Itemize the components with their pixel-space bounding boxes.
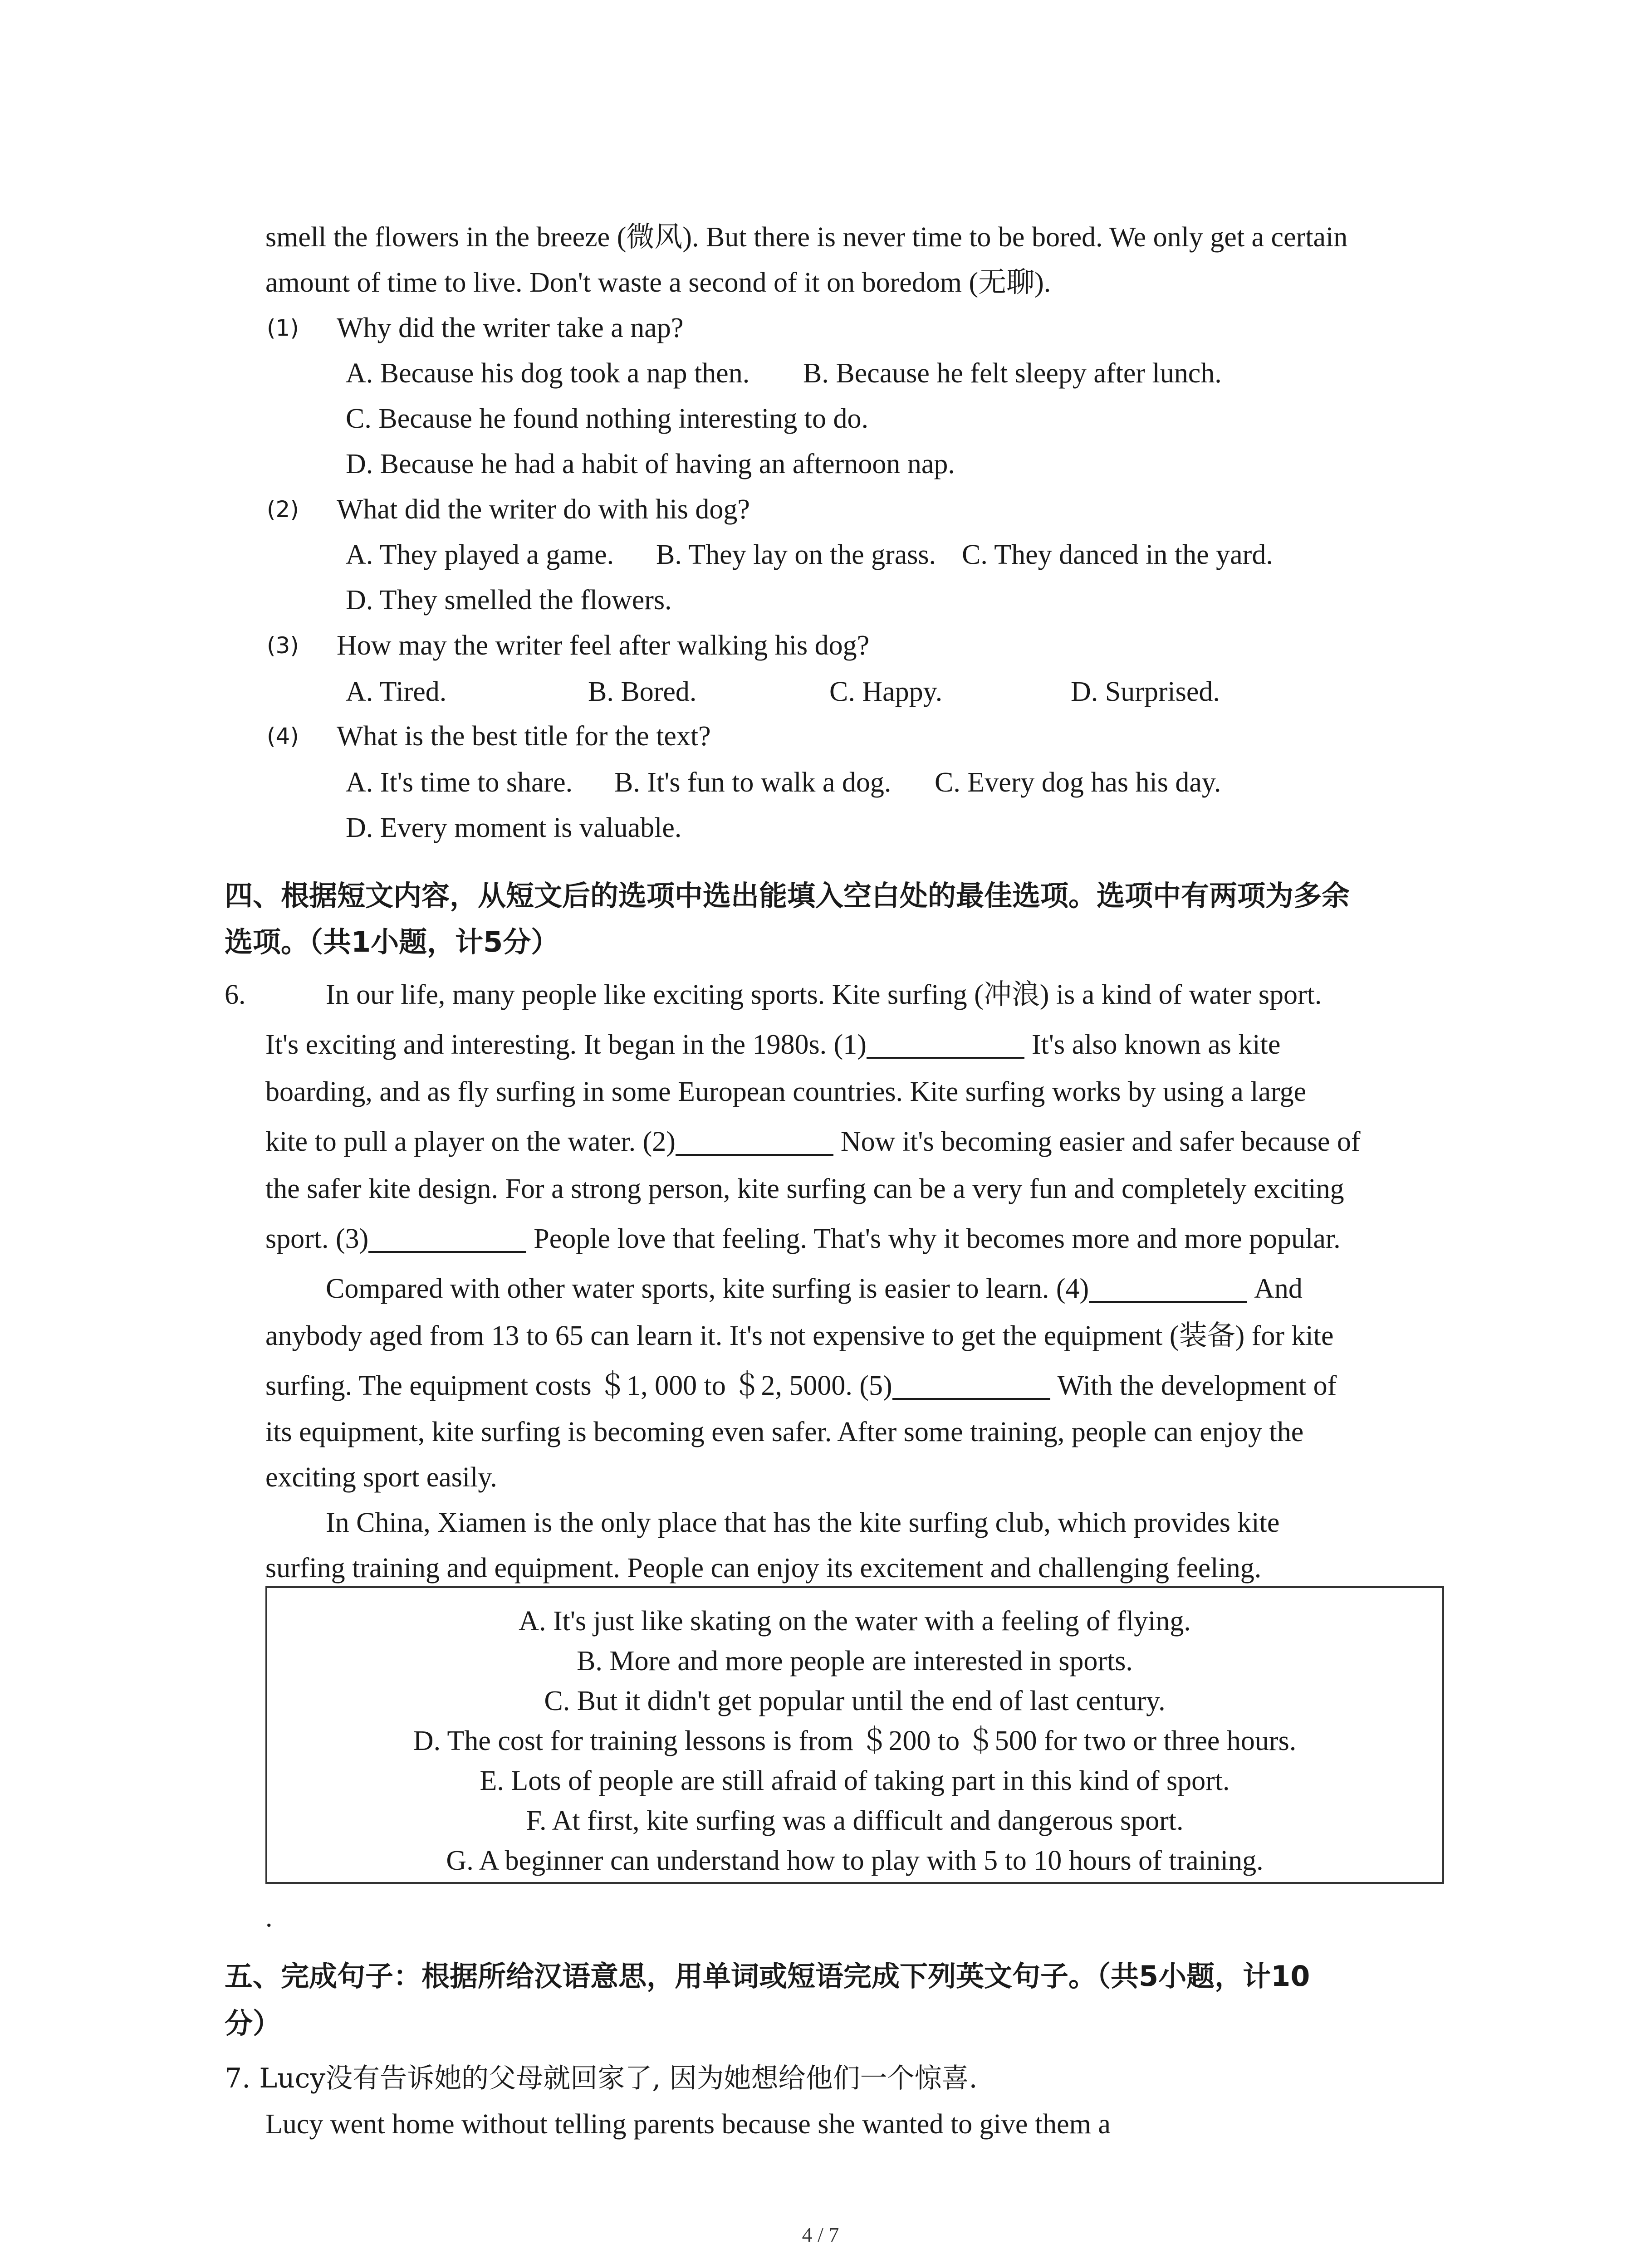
passage-text: And xyxy=(1254,1273,1303,1304)
question-number: (2) xyxy=(267,496,299,523)
answer-blank-5[interactable] xyxy=(892,1374,1050,1400)
answer-option: A. They played a game. xyxy=(346,539,614,570)
question-7-english: Lucy went home without telling parents because she wanted to give them a xyxy=(265,2109,1111,2140)
answer-option: B. Because he felt sleepy after lunch. xyxy=(803,358,1222,389)
option-d: D. The cost for training lessons is from ＄200 to ＄500 for two or three hours. xyxy=(413,1725,1297,1756)
passage-line: exciting sport easily. xyxy=(265,1462,497,1493)
answer-option: C. Happy. xyxy=(829,676,943,707)
question-text: Why did the writer take a nap? xyxy=(337,313,684,343)
question-text: What is the best title for the text? xyxy=(337,721,711,752)
passage-line xyxy=(326,1275,1303,1303)
passage-text: It's exciting and interesting. It began in the 1980s. (1) xyxy=(265,1029,867,1060)
section-heading: 选项。（共1小题，计5分） xyxy=(225,925,559,958)
trailing-dot: . xyxy=(265,1902,273,1933)
passage-line xyxy=(265,1128,1361,1156)
passage-line: In China, Xiamen is the only place that has the kite surfing club, which provides kite xyxy=(326,1507,1280,1538)
option-f: F. At first, kite surfing was a difficult and dangerous sport. xyxy=(526,1805,1184,1836)
section-heading: 五、完成句子：根据所给汉语意思，用单词或短语完成下列英文句子。（共5小题，计10 xyxy=(225,1960,1310,1993)
passage-line: amount of time to live. Don't waste a second of it on boredom (无聊). xyxy=(265,267,1051,298)
answer-option: D. Because he had a habit of having an afternoon nap. xyxy=(346,449,955,479)
answer-blank-3[interactable] xyxy=(368,1227,526,1253)
passage-line xyxy=(265,1031,1280,1059)
question-text: How may the writer feel after walking his dog? xyxy=(337,630,870,661)
answer-option: B. They lay on the grass. xyxy=(656,539,936,570)
passage-text: Compared with other water sports, kite surfing is easier to learn. (4) xyxy=(326,1273,1089,1304)
passage-line xyxy=(265,1225,1341,1253)
passage-line: In our life, many people like exciting sports. Kite surfing (冲浪) is a kind of water sport. xyxy=(326,979,1322,1010)
option-c: C. But it didn't get popular until the end of last century. xyxy=(544,1686,1166,1716)
question-number: (3) xyxy=(267,632,299,659)
page-number: 4 / 7 xyxy=(802,2223,839,2246)
answer-option: D. Every moment is valuable. xyxy=(346,812,682,843)
answer-option: B. Bored. xyxy=(588,676,697,707)
passage-text: kite to pull a player on the water. (2) xyxy=(265,1126,676,1157)
section-heading: 四、根据短文内容，从短文后的选项中选出能填入空白处的最佳选项。选项中有两项为多余 xyxy=(225,879,1350,912)
answer-option: C. Every dog has his day. xyxy=(935,767,1221,798)
option-a: A. It's just like skating on the water with a feeling of flying. xyxy=(519,1606,1191,1637)
answer-option: D. Surprised. xyxy=(1071,676,1220,707)
answer-blank-4[interactable] xyxy=(1089,1277,1247,1303)
answer-option: C. Because he found nothing interesting to do. xyxy=(346,403,868,434)
passage-text: It's also known as kite xyxy=(1031,1029,1281,1060)
question-text: What did the writer do with his dog? xyxy=(337,494,750,525)
question-7-chinese: 7. Lucy没有告诉她的父母就回家了, 因为她想给他们一个惊喜. xyxy=(225,2063,978,2094)
answer-option: A. Tired. xyxy=(346,676,447,707)
option-e: E. Lots of people are still afraid of taking part in this kind of sport. xyxy=(480,1765,1230,1796)
answer-blank-1[interactable] xyxy=(867,1033,1024,1059)
passage-text: surfing. The equipment costs ＄1, 000 to ＄2, 5000. (5) xyxy=(265,1370,892,1401)
passage-line: the safer kite design. For a strong person, kite surfing can be a very fun and completely exciting xyxy=(265,1173,1344,1204)
option-b: B. More and more people are interested in sports. xyxy=(577,1646,1133,1677)
question-number: (4) xyxy=(267,723,299,749)
passage-line: boarding, and as fly surfing in some European countries. Kite surfing works by using a large xyxy=(265,1076,1307,1107)
answer-option: D. They smelled the flowers. xyxy=(346,585,672,616)
passage-line xyxy=(265,1372,1337,1400)
passage-line: smell the flowers in the breeze (微风). But there is never time to be bored. We only get a certain xyxy=(265,222,1348,253)
answer-blank-2[interactable] xyxy=(676,1130,833,1156)
options-box xyxy=(265,1586,1444,1884)
question-number: (1) xyxy=(267,315,299,341)
passage-line: anybody aged from 13 to 65 can learn it. It's not expensive to get the equipment (装备) for kite xyxy=(265,1320,1334,1351)
question-number: 6. xyxy=(225,979,246,1010)
passage-text: People love that feeling. That's why it becomes more and more popular. xyxy=(534,1223,1341,1254)
section-heading: 分） xyxy=(225,2007,281,2040)
passage-text: With the development of xyxy=(1057,1370,1337,1401)
answer-option: B. It's fun to walk a dog. xyxy=(614,767,892,798)
passage-line: surfing training and equipment. People can enjoy its excitement and challenging feeling. xyxy=(265,1553,1262,1584)
passage-line: its equipment, kite surfing is becoming even safer. After some training, people can enjoy the xyxy=(265,1417,1304,1447)
answer-option: A. It's time to share. xyxy=(346,767,573,798)
answer-option: A. Because his dog took a nap then. xyxy=(346,358,750,389)
passage-text: sport. (3) xyxy=(265,1223,369,1254)
option-g: G. A beginner can understand how to play with 5 to 10 hours of training. xyxy=(446,1845,1264,1876)
answer-option: C. They danced in the yard. xyxy=(962,539,1273,570)
passage-text: Now it's becoming easier and safer because of xyxy=(840,1126,1361,1157)
